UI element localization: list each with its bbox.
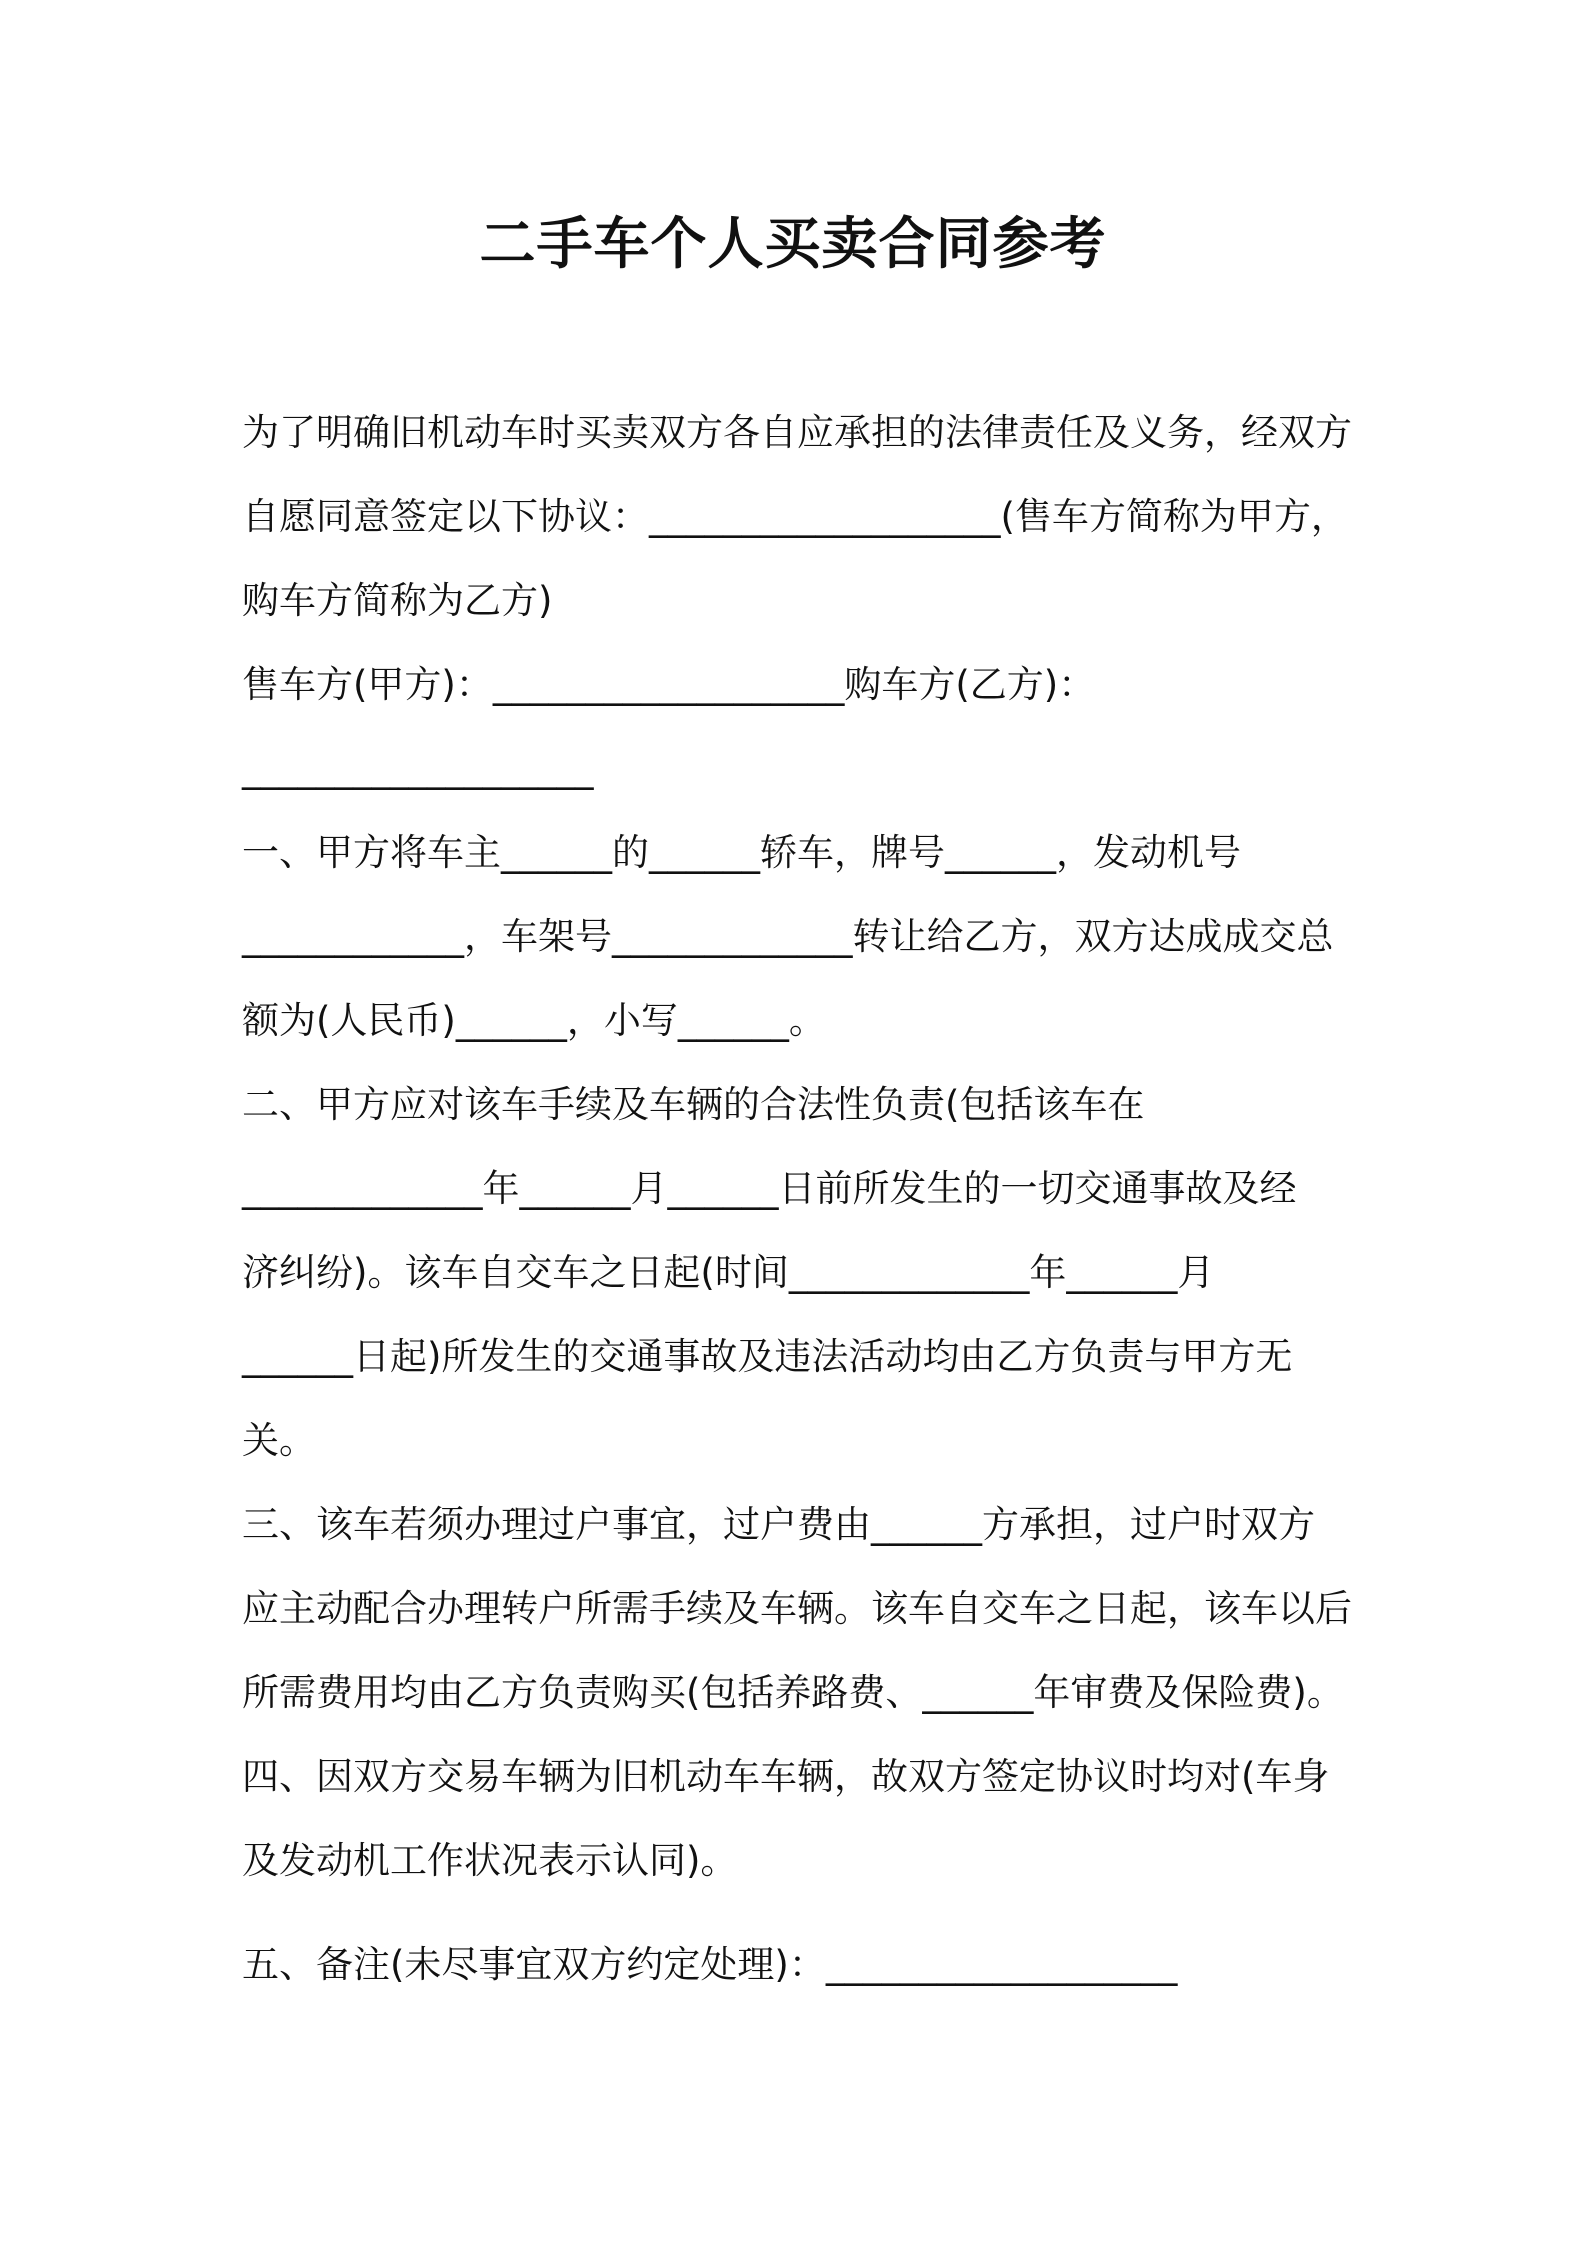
paragraph-line: 二、甲方应对该车手续及车辆的合法性负责(包括该车在	[242, 1083, 1145, 1126]
paragraph-line: ___________________	[242, 747, 594, 790]
paragraph-line: 关。	[242, 1419, 316, 1462]
paragraph-line: ____________，车架号_____________转让给乙方，双方达成成交总	[242, 915, 1334, 958]
paragraph-line: 购车方简称为乙方)	[242, 579, 553, 622]
paragraph-line: 三、该车若须办理过户事宜，过户费由______方承担，过户时双方	[242, 1503, 1315, 1546]
paragraph-line: 应主动配合办理转户所需手续及车辆。该车自交车之日起，该车以后	[242, 1587, 1352, 1630]
paragraph-line: ______日起)所发生的交通事故及违法活动均由乙方负责与甲方无	[242, 1335, 1293, 1378]
paragraph-line: 所需费用均由乙方负责购买(包括养路费、______年审费及保险费)。	[242, 1671, 1344, 1714]
paragraph-line: 四、因双方交易车辆为旧机动车车辆，故双方签定协议时均对(车身	[242, 1755, 1330, 1798]
paragraph-line: 为了明确旧机动车时买卖双方各自应承担的法律责任及义务，经双方	[242, 411, 1352, 454]
document-title: 二手车个人买卖合同参考	[479, 212, 1107, 277]
paragraph-line: 及发动机工作状况表示认同)。	[242, 1839, 738, 1882]
paragraph-line: 五、备注(未尽事宜双方约定处理)：___________________	[242, 1943, 1178, 1986]
paragraph-line: 一、甲方将车主______的______轿车，牌号______，发动机号	[242, 831, 1241, 874]
paragraph-line: _____________年______月______日前所发生的一切交通事故及经	[242, 1167, 1297, 1210]
paragraph-line: 额为(人民币)______，小写______。	[242, 999, 826, 1042]
paragraph-line: 自愿同意签定以下协议：___________________(售车方简称为甲方，	[242, 495, 1348, 538]
paragraph-line: 售车方(甲方)：___________________购车方(乙方)：	[242, 663, 1096, 706]
paragraph-line: 济纠纷)。该车自交车之日起(时间_____________年______月	[242, 1251, 1215, 1294]
